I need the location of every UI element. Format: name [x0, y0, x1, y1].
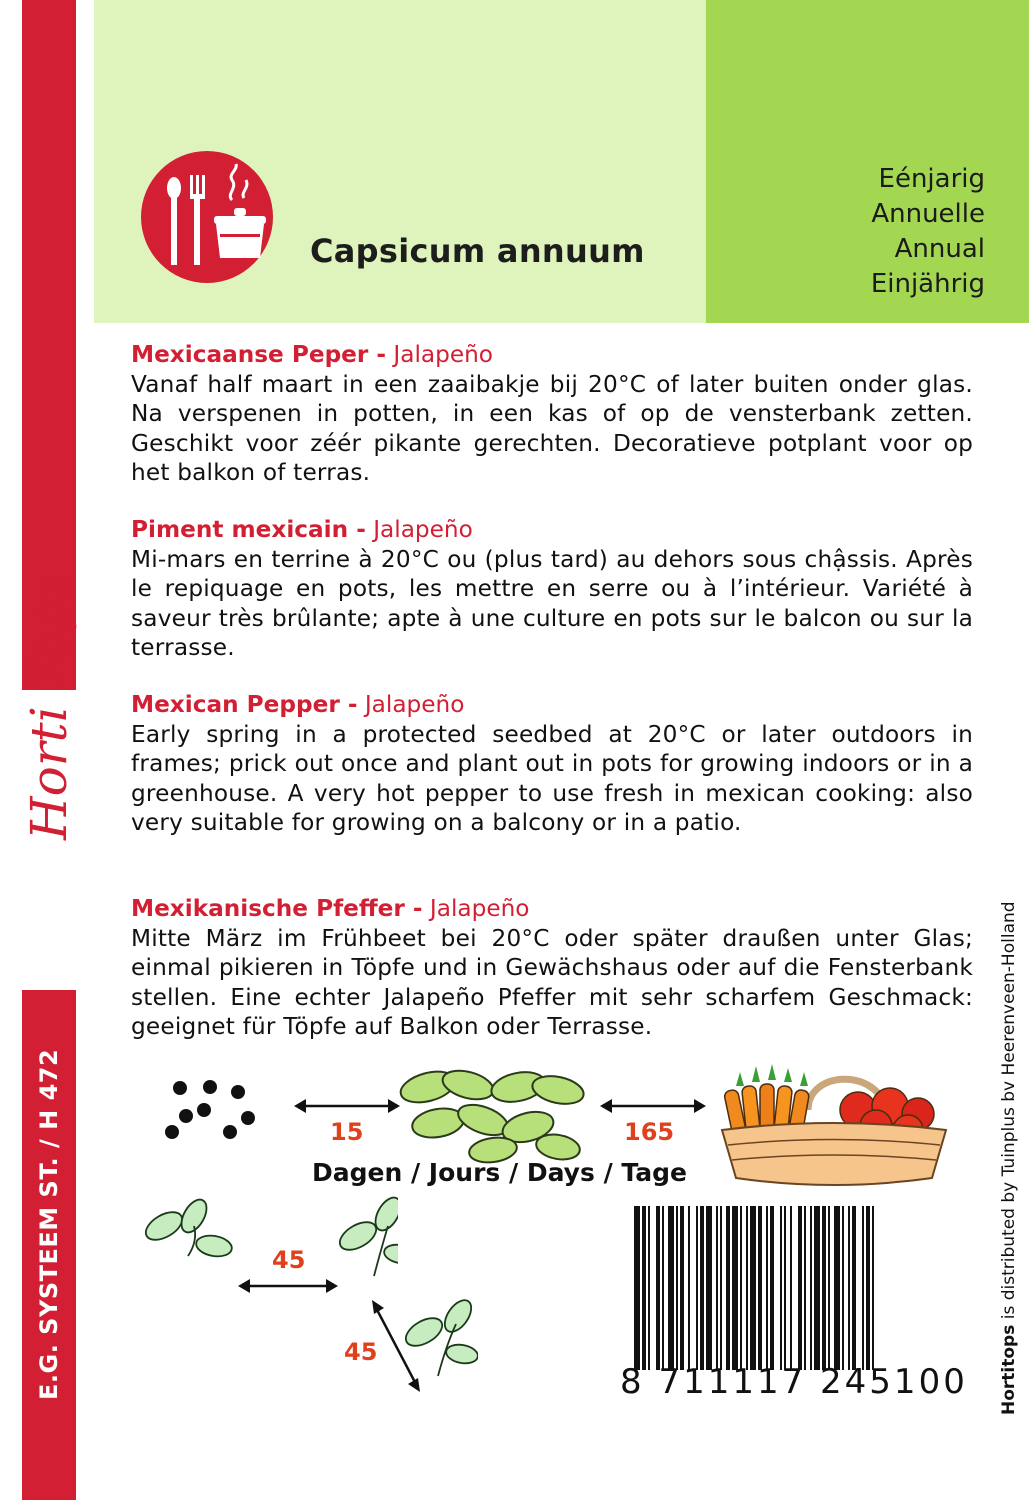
section-title: Mexican Pepper -: [131, 691, 358, 718]
section-text: Early spring in a protected seedbed at 20°C or later outdoors in frames; prick out once and plant out in pots for growing indoors or in a greenhouse. A very hot pepper to use fresh in mexican cooking: also very suitable for growing on a balcony or in a patio.: [131, 720, 973, 836]
lifecycle-nl: Eénjarig: [878, 164, 985, 194]
barcode-bar: [834, 1206, 840, 1370]
distributor-note: Hortitops is distributed by Tuinplus bv Heerenveen-Holland: [999, 901, 1019, 1415]
vegetable-basket-icon: [718, 1060, 950, 1190]
variety-name: Jalapeño: [422, 895, 530, 922]
spacing-plant-diagram: [366, 1296, 478, 1396]
barcode-bar: [662, 1206, 664, 1370]
barcode-bar: [872, 1206, 874, 1370]
barcode-bar: [676, 1206, 678, 1370]
brand-logo: Horti Tops: [20, 573, 78, 840]
species-name: Capsicum annuum: [310, 232, 645, 270]
variety-name: Jalapeño: [365, 516, 473, 543]
side-code: E.G. SYSTEEM ST. / H 472: [35, 1048, 63, 1400]
variety-name: Jalapeño: [357, 691, 465, 718]
barcode-bar: [770, 1206, 774, 1370]
arrow-harvest-icon: [598, 1096, 708, 1116]
plant-spacing: 45: [344, 1338, 378, 1366]
lifecycle-en: Annual: [894, 234, 985, 264]
section-title: Piment mexicain -: [131, 516, 366, 543]
barcode-bar: [780, 1206, 782, 1370]
barcode-bar: [814, 1206, 820, 1370]
barcode-bar: [746, 1206, 748, 1370]
barcode-bar: [842, 1206, 844, 1370]
barcode-bar: [790, 1206, 792, 1370]
seedlings-icon: [398, 1065, 588, 1165]
barcode-number: 8 711117 245100: [620, 1362, 968, 1402]
barcode-bar: [716, 1206, 718, 1370]
section-en: [131, 690, 973, 838]
section-title: Mexicaanse Peper -: [131, 341, 387, 368]
barcode-bar: [642, 1206, 646, 1370]
section-text: Mi-mars en terrine à 20°C ou (plus tard) au dehors sous chậssis. Après le repiquage en pots, les mettre en serre ou à l’intérieur. Variété à saveur très brûlante; apte à une culture en pots sur le balcon ou sur la terrasse.: [131, 545, 973, 661]
barcode-bar: [680, 1206, 684, 1370]
barcode-bar: [828, 1206, 830, 1370]
barcode-bar: [648, 1206, 650, 1370]
barcode-bar: [766, 1206, 768, 1370]
barcode-bar: [852, 1206, 856, 1370]
barcode-bar: [866, 1206, 870, 1370]
lifecycle-list: [871, 162, 985, 302]
spacing-diagram: [138, 1196, 398, 1396]
barcode-bar: [750, 1206, 756, 1370]
barcode-bar: [740, 1206, 742, 1370]
barcode-bar: [688, 1206, 690, 1370]
barcode-bar: [700, 1206, 704, 1370]
culinary-icon: [140, 150, 274, 284]
barcode-bar: [726, 1206, 730, 1370]
barcode-bar: [848, 1206, 850, 1370]
barcode-bar: [798, 1206, 802, 1370]
barcode-bar: [706, 1206, 712, 1370]
barcode-bar: [862, 1206, 864, 1370]
lifecycle-de: Einjährig: [870, 269, 985, 299]
seeds-icon: [160, 1080, 270, 1140]
section-fr: [131, 515, 973, 663]
barcode-bar: [810, 1206, 812, 1370]
barcode-bar: [804, 1206, 806, 1370]
barcode-bar: [696, 1206, 698, 1370]
section-text: Vanaf half maart in een zaaibakje bij 20°C of later buiten onder glas. Na verspenen in potten, in een kas of op de vensterbank zetten. Geschikt voor zéér pikante gerechten. Decoratieve potplant voor op het balkon of terras.: [131, 370, 973, 486]
barcode: [630, 1206, 946, 1370]
barcode-bar: [668, 1206, 674, 1370]
germination-days: 15: [330, 1118, 364, 1146]
barcode-bar: [784, 1206, 786, 1370]
section-text: Mitte März im Frühbeet bei 20°C oder später draußen unter Glas; einmal pikieren in Töpfe und in Gewächshaus oder auf die Fensterbank stellen. Eine echter Jalapeño Pfeffer mit sehr scharfem Geschmack: geeignet für Töpfe auf Balkon oder Terrasse.: [131, 924, 973, 1040]
row-spacing: 45: [272, 1246, 306, 1274]
section-nl: [131, 340, 973, 488]
variety-name: Jalapeño: [386, 341, 493, 368]
barcode-bar: [822, 1206, 826, 1370]
barcode-bar: [732, 1206, 738, 1370]
harvest-days: 165: [624, 1118, 675, 1146]
section-title: Mexikanische Pfeffer -: [131, 895, 423, 922]
days-label: Dagen / Jours / Days / Tage: [312, 1158, 687, 1187]
barcode-bar: [634, 1206, 640, 1370]
arrow-germination-icon: [292, 1096, 402, 1116]
section-de: [131, 894, 973, 1042]
lifecycle-fr: Annuelle: [871, 199, 985, 229]
barcode-bar: [656, 1206, 660, 1370]
barcode-bar: [720, 1206, 722, 1370]
barcode-bar: [758, 1206, 762, 1370]
